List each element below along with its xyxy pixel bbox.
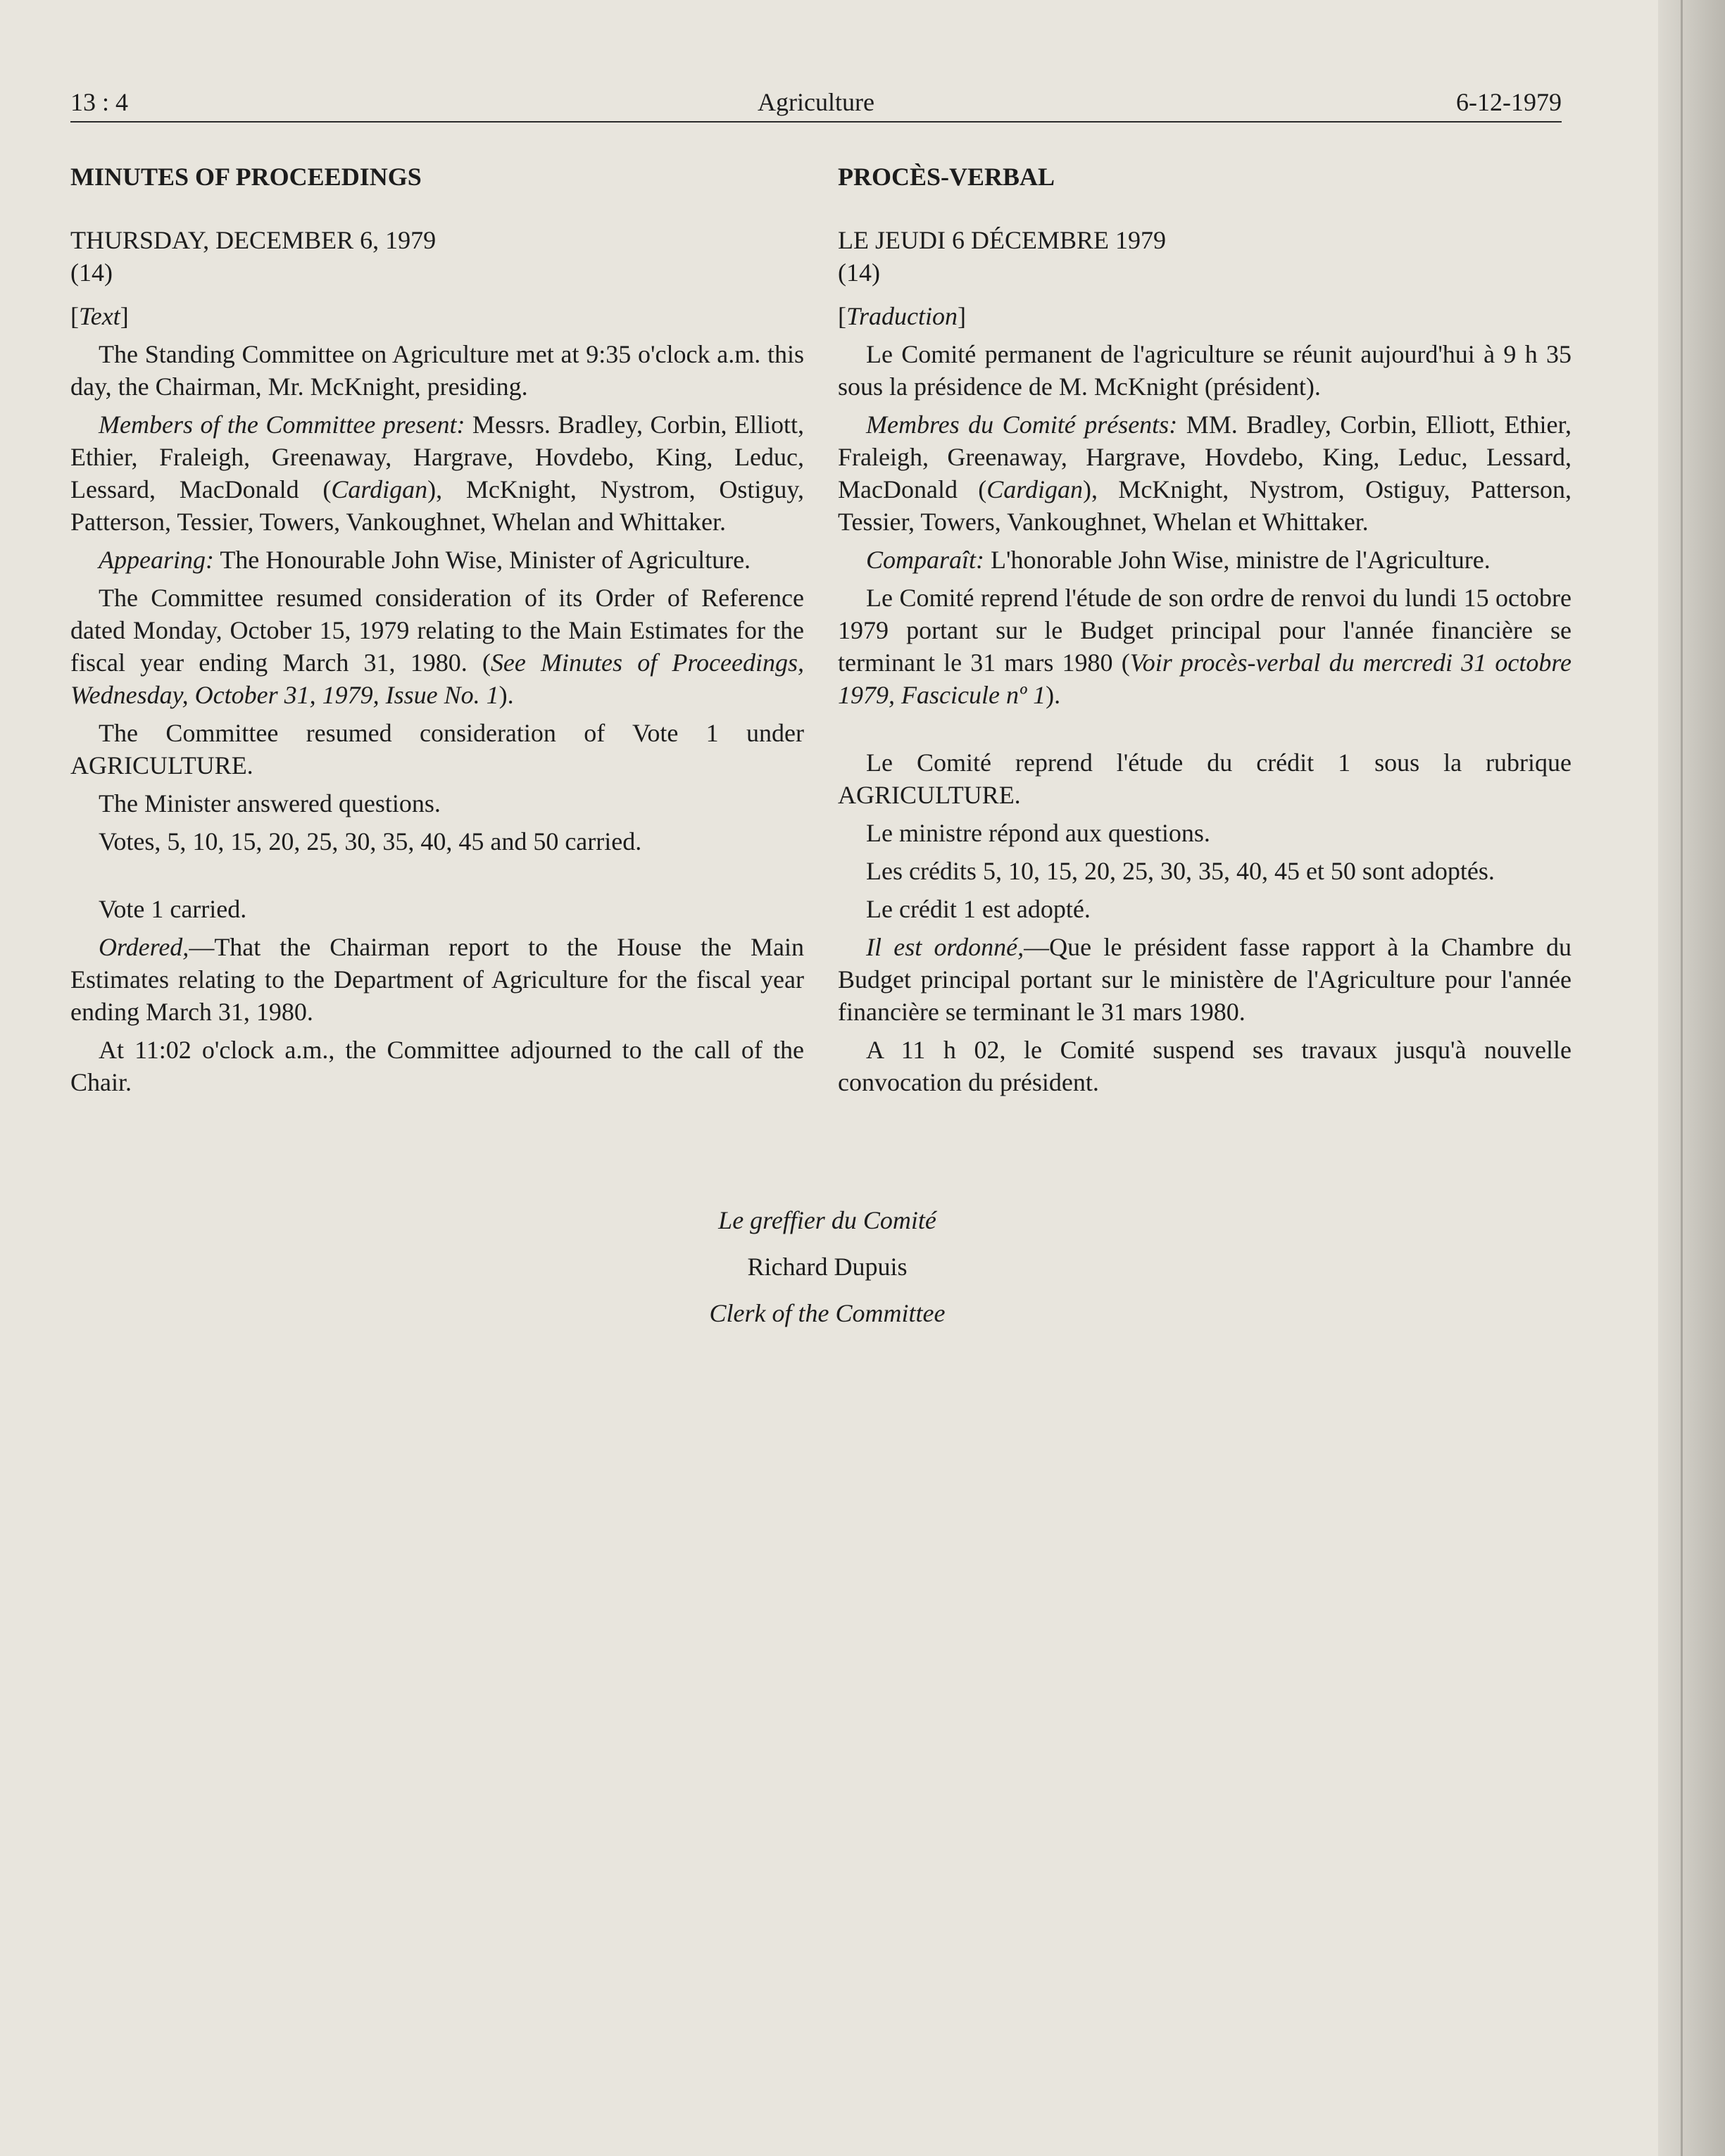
paragraph-vote1-carried: Vote 1 carried. bbox=[99, 895, 247, 923]
text-tag: [Text] bbox=[70, 302, 129, 330]
paragraph-votes-carried: Votes, 5, 10, 15, 20, 25, 30, 35, 40, 45 and 50 carried. bbox=[99, 827, 642, 855]
paragraph-members bbox=[70, 408, 804, 538]
paragraph-minister: The Minister answered questions. bbox=[99, 789, 441, 817]
header-date: 6-12-1979 bbox=[1456, 88, 1562, 116]
meeting-number: (14) bbox=[70, 258, 113, 287]
paragraph-ordered-fr bbox=[838, 931, 1572, 1028]
paragraph-members-fr bbox=[838, 408, 1572, 538]
members-text-end-fr: ), McKnight, Nystrom, Ostiguy, Patterson, Tessier, Towers, Vankoughnet, Whelan et Whittaker. bbox=[838, 475, 1572, 536]
clerk-title-en-text: Clerk of the Committee bbox=[709, 1299, 946, 1327]
paragraph-order-reference-fr bbox=[838, 582, 1572, 711]
paragraph-opening: The Standing Committee on Agriculture met at 9:35 o'clock a.m. this day, the Chairman, Mr. McKnight, presiding. bbox=[70, 340, 804, 401]
section-title-fr: PROCÈS-VERBAL bbox=[838, 163, 1055, 191]
paragraph-votes-carried-fr: Les crédits 5, 10, 15, 20, 25, 30, 35, 40, 45 et 50 sont adoptés. bbox=[866, 857, 1495, 885]
paragraph-vote-consideration-fr: Le Comité reprend l'étude du crédit 1 sous la rubrique AGRICULTURE. bbox=[838, 748, 1572, 809]
meeting-date-fr: LE JEUDI 6 DÉCEMBRE 1979 bbox=[838, 226, 1166, 254]
order-text: The Committee resumed consideration of its Order of Reference dated Monday, October 15, 1979 relating to the Main Estimates for the fiscal year ending March 31, 1980. ( bbox=[70, 584, 804, 677]
members-label: Members of the Committee present: bbox=[99, 410, 465, 439]
order-text-end: ). bbox=[498, 681, 514, 709]
order-text-end-fr: ). bbox=[1046, 681, 1061, 709]
members-label-fr: Membres du Comité présents: bbox=[866, 410, 1178, 439]
paragraph-order-reference bbox=[70, 582, 804, 711]
members-riding-fr: Cardigan bbox=[986, 475, 1083, 503]
members-text-end: ), McKnight, Nystrom, Ostiguy, Patterson, Tessier, Towers, Vankoughnet, Whelan and Whittaker. bbox=[70, 475, 805, 536]
paragraph-appearing bbox=[70, 544, 804, 576]
members-text: Messrs. Bradley, Corbin, Elliott, Ethier, Fraleigh, Greenaway, Hargrave, Hovdebo, King, Leduc, Lessard, MacDonald ( bbox=[70, 410, 804, 503]
clerk-title-fr-text: Le greffier du Comité bbox=[718, 1206, 936, 1234]
clerk-title-fr bbox=[0, 1197, 1655, 1243]
running-header bbox=[70, 84, 1562, 123]
ordered-label-fr: Il est ordonné, bbox=[866, 933, 1024, 961]
page-binding-line bbox=[1681, 0, 1683, 2156]
signature-block bbox=[0, 1197, 1655, 1336]
appearing-label: Appearing: bbox=[99, 546, 214, 574]
translation-tag: [Traduction] bbox=[838, 302, 967, 330]
french-column bbox=[838, 161, 1572, 1104]
ordered-label: Ordered, bbox=[99, 933, 189, 961]
order-text-fr: Le Comité reprend l'étude de son ordre de renvoi du lundi 15 octobre 1979 portant sur le Budget principal pour l'année financière se terminant le 31 mars 1980 ( bbox=[838, 584, 1572, 677]
page-edge-shadow bbox=[1658, 0, 1725, 2156]
meeting-number-fr: (14) bbox=[838, 258, 880, 287]
paragraph-adjourned: At 11:02 o'clock a.m., the Committee adjourned to the call of the Chair. bbox=[70, 1036, 804, 1096]
section-title: MINUTES OF PROCEEDINGS bbox=[70, 163, 422, 191]
text-tag-label: Text bbox=[79, 302, 120, 330]
paragraph-adjourned-fr: A 11 h 02, le Comité suspend ses travaux jusqu'à nouvelle convocation du président. bbox=[838, 1036, 1572, 1096]
paragraph-ordered bbox=[70, 931, 804, 1028]
header-title: Agriculture bbox=[758, 88, 874, 116]
paragraph-appearing-fr bbox=[838, 544, 1572, 576]
appearing-label-fr: Comparaît: bbox=[866, 546, 985, 574]
order-reference-italic: See Minutes of Proceedings, Wednesday, October 31, 1979, Issue No. 1 bbox=[70, 648, 804, 709]
members-text-fr: MM. Bradley, Corbin, Elliott, Ethier, Fraleigh, Greenaway, Hargrave, Hovdebo, King, Leduc, Lessard, MacDonald ( bbox=[838, 410, 1572, 503]
paragraph-minister-fr: Le ministre répond aux questions. bbox=[866, 819, 1210, 847]
order-reference-italic-fr: Voir procès-verbal du mercredi 31 octobre 1979, Fascicule nº 1 bbox=[838, 648, 1572, 709]
paragraph-vote-consideration: The Committee resumed consideration of Vote 1 under AGRICULTURE. bbox=[70, 719, 804, 779]
appearing-text: The Honourable John Wise, Minister of Agriculture. bbox=[213, 546, 751, 574]
clerk-title-en bbox=[0, 1290, 1655, 1336]
paragraph-opening-fr: Le Comité permanent de l'agriculture se réunit aujourd'hui à 9 h 35 sous la présidence de M. McKnight (président). bbox=[838, 340, 1572, 401]
clerk-name: Richard Dupuis bbox=[747, 1253, 908, 1281]
members-riding: Cardigan bbox=[331, 475, 428, 503]
appearing-text-fr: L'honorable John Wise, ministre de l'Agriculture. bbox=[984, 546, 1491, 574]
paragraph-vote1-carried-fr: Le crédit 1 est adopté. bbox=[866, 895, 1091, 923]
translation-tag-label: Traduction bbox=[846, 302, 958, 330]
english-column bbox=[70, 161, 804, 1104]
ordered-text-fr: —Que le président fasse rapport à la Chambre du Budget principal portant sur le ministère de l'Agriculture pour l'année financière se terminant le 31 mars 1980. bbox=[838, 933, 1572, 1026]
meeting-date: THURSDAY, DECEMBER 6, 1979 bbox=[70, 226, 437, 254]
page-number: 13 : 4 bbox=[70, 88, 129, 116]
ordered-text: —That the Chairman report to the House the Main Estimates relating to the Department of Agriculture for the fiscal year ending March 31, 1980. bbox=[70, 933, 804, 1026]
